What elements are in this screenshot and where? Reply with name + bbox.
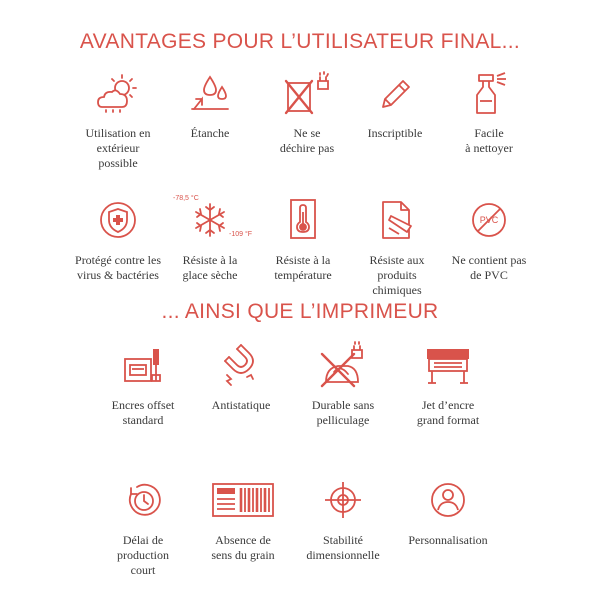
feature-antistatic <box>186 340 296 413</box>
temperature-fahrenheit: -109 °F <box>229 231 253 238</box>
large-format-printer-icon <box>393 340 503 390</box>
offset-press-icon <box>88 340 198 390</box>
feature-label: Inscriptible <box>367 126 423 140</box>
feature-label: Délai de production court <box>117 533 169 577</box>
feature-label: Résiste à la température <box>274 253 332 282</box>
spray-bottle-icon <box>434 68 544 118</box>
section-title-end-user: AVANTAGES POUR L’UTILISATEUR FINAL... <box>79 30 521 53</box>
feature-pvc-free <box>434 195 544 283</box>
feature-offset-inks <box>88 340 198 428</box>
feature-label: Durable sans pelliculage <box>311 398 375 427</box>
feature-label: Stabilité dimensionnelle <box>306 533 380 562</box>
feature-label: Protégé contre les virus & bactéries <box>75 253 161 282</box>
feature-label: Résiste à la glace sèche <box>182 253 238 282</box>
fast-clock-icon <box>88 475 198 525</box>
feature-label: Absence de sens du grain <box>211 533 275 562</box>
user-circle-icon <box>393 475 503 525</box>
feature-label: Facile à nettoyer <box>465 126 513 155</box>
feature-label: Antistatique <box>211 398 271 412</box>
water-drops-icon <box>155 68 265 118</box>
crosshair-icon <box>288 475 398 525</box>
feature-no-grain <box>188 475 298 563</box>
temperature-celsius: -78,5 °C <box>173 195 199 202</box>
feature-label: Utilisation en extérieur possible <box>85 126 151 170</box>
feature-short-production <box>88 475 198 578</box>
feature-large-format <box>393 340 503 428</box>
no-lamination-icon <box>288 340 398 390</box>
svg-text:PVC: PVC <box>479 215 499 225</box>
section-title-printer: ... AINSI QUE L’IMPRIMEUR <box>161 300 439 323</box>
no-pvc-icon <box>434 195 544 245</box>
feature-label: Ne se déchire pas <box>279 126 335 155</box>
grain-direction-icon <box>188 475 298 525</box>
feature-personalisation <box>393 475 503 548</box>
feature-label: Encres offset standard <box>111 398 175 427</box>
feature-label: Personnalisation <box>408 533 488 547</box>
feature-label: Ne contient pas de PVC <box>451 253 527 282</box>
feature-easy-clean <box>434 68 544 156</box>
feature-label: Étanche <box>190 126 230 140</box>
feature-waterproof <box>155 68 265 141</box>
antistatic-magnet-icon <box>186 340 296 390</box>
feature-dimensional-stability <box>288 475 398 563</box>
feature-no-lamination <box>288 340 398 428</box>
feature-label: Jet d’encre grand format <box>416 398 480 427</box>
feature-label: Résiste aux produits chimiques <box>369 253 425 297</box>
